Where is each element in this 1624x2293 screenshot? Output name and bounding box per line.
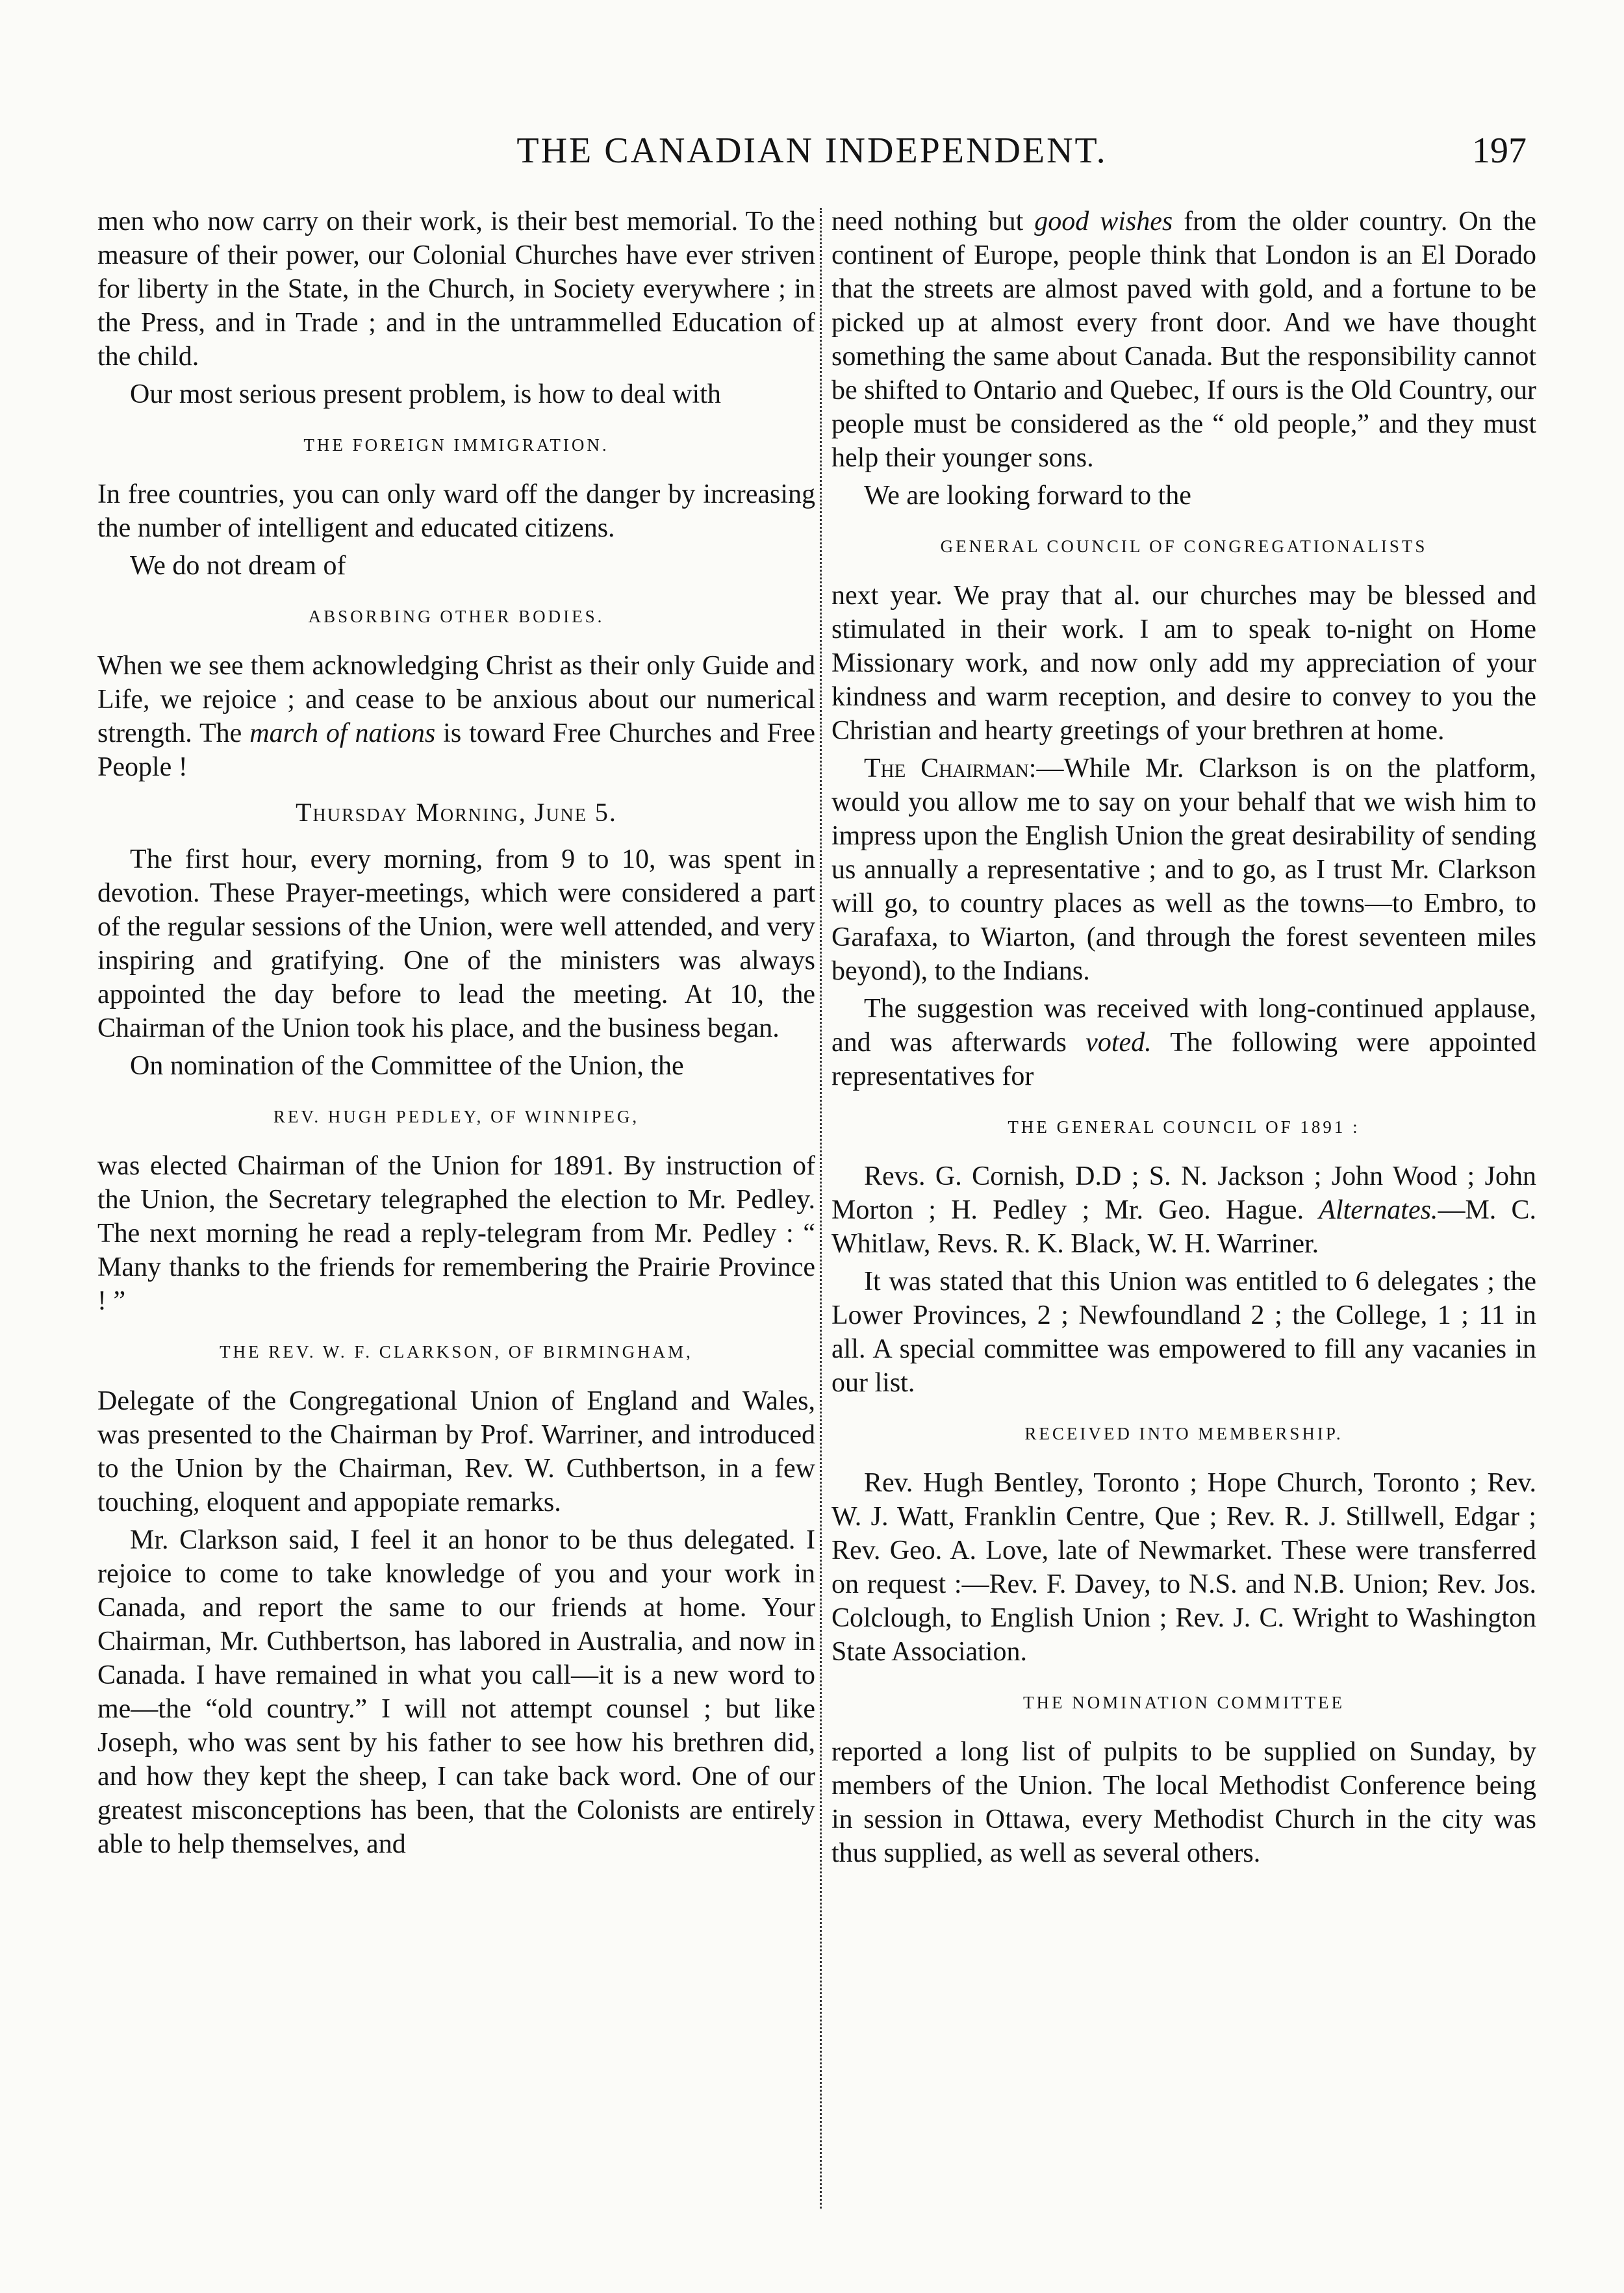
paragraph-text: Revs. G. Cornish, D.D ; S. N. Jackson ; John Wood ; John Morton ; H. Pedley ; Mr. Geo. Hague. [831, 1161, 1536, 1225]
paragraph: next year. We pray that al. our churches may be blessed and stimulated in their work. I am to speak to-night on Home Missionary work, and now only add my appreciation of your kindness and warm reception, and desire to convey to you the Christian and hearty greetings of your brethren at home. [831, 581, 1536, 746]
emphasis-text: good wishes [1034, 207, 1173, 236]
paragraph: was elected Chairman of the Union for 1891. By instruction of the Union, the Secretary telegraphed the election to Mr. Pedley. The next morning he read a reply-telegram from Mr. Pedley : “ Many thanks to the friends for remembering the Prairie Province ! ” [97, 1151, 815, 1316]
page-number: 197 [1472, 131, 1527, 171]
page-title: THE CANADIAN INDEPENDENT. [516, 131, 1108, 171]
paragraph: Mr. Clarkson said, I feel it an honor to be thus delegated. I rejoice to come to take knowledge of you and your work in Canada, and report the same to our friends at home. Your Chairman, Mr. Cuthbertson, has labored in Australia, and now in Canada. I have remained in what you call—it is a new word to me—the “old country.” I will not attempt counsel ; but like Joseph, who was sent by his father to see how his brethren did, and how they kept the sheep, I can take back word. One of our greatest misconceptions has been, that the Colonists are entirely able to help themselves, and [97, 1525, 815, 1859]
paragraph [831, 992, 1536, 1093]
paragraph-text: —While Mr. Clarkson is on the platform, would you allow me to say on your behalf that we wish him to impress upon the English Union the great desirability of sending us annually a representative ; and to go, as I trust Mr. Clarkson will go, to country places as well as the towns—to Embro, to Garafaxa, to Wiarton, (and through the forest seventeen miles beyond), to the Indians. [831, 754, 1536, 986]
paragraph [831, 205, 1536, 475]
paragraph-text: The suggestion was received with long-continued applause, and was afterwards [831, 994, 1536, 1058]
emphasis-text: voted. [1085, 1028, 1152, 1058]
section-heading: THE GENERAL COUNCIL OF 1891 : [1008, 1117, 1360, 1137]
paragraph-text: —M. C. Whitlaw, Revs. R. K. Black, W. H. Warriner. [831, 1195, 1537, 1259]
paragraph [831, 752, 1536, 988]
paragraph: men who now carry on their work, is their best memorial. To the measure of their power, our Colonial Churches have ever striven for liberty in the State, in the Church, in Society everywhere ; in the Press, and in Trade ; and in the untrammelled Education of the child. [97, 207, 815, 372]
paragraph: In free countries, you can only ward off the danger by increasing the number of intelligent and educated citizens. [97, 479, 815, 543]
paragraph: It was stated that this Union was entitled to 6 delegates ; the Lower Provinces, 2 ; Newfoundland 2 ; the College, 1 ; 11 in all. A special committee was empowered to fill any vacanies in our list. [831, 1267, 1536, 1398]
paragraph-text: The following were appointed representatives for [831, 1028, 1537, 1091]
paragraph [831, 1159, 1536, 1261]
paragraph: reported a long list of pulpits to be supplied on Sunday, by members of the Union. The local Methodist Conference being in session in Ottawa, every Methodist Church in the city was thus supplied, as well as several others. [831, 1737, 1536, 1868]
paragraph: We do not dream of [130, 551, 346, 581]
paragraph: Rev. Hugh Bentley, Toronto ; Hope Church, Toronto ; Rev. W. J. Watt, Franklin Centre, Que ; Rev. R. J. Stillwell, Edgar ; Rev. Geo. A. Love, late of Newmarket. These were transferred on request :—Rev. F. Davey, to N.S. and N.B. Union; Rev. Jos. Colclough, to English Union ; Rev. J. C. Wright to Washington State Association. [831, 1468, 1536, 1667]
paragraph: Delegate of the Congregational Union of England and Wales, was presented to the Chairman by Prof. Warriner, and introduced to the Union by the Chairman, Rev. W. Cuthbertson, in a few touching, eloquent and appopiate remarks. [97, 1386, 815, 1517]
right-column [831, 205, 1536, 1874]
left-column [97, 205, 815, 1865]
emphasis-text: march of nations [249, 718, 436, 748]
section-heading: RECEIVED INTO MEMBERSHIP. [1024, 1424, 1343, 1443]
date-heading: Thursday Morning, June 5. [296, 798, 617, 827]
paragraph-text: is toward Free Churches and Free People ! [97, 718, 815, 782]
paragraph-text: from the older country. On the continent of Europe, people think that London is an El Dorado that the streets are almost paved with gold, and a fortune to be picked up at almost every front door. And we have thought something the same about Canada. But the responsibility cannot be shifted to Ontario and Quebec, If ours is the Old Country, our people must be considered as the “ old people,” and they must help their younger sons. [831, 207, 1537, 473]
section-heading: THE REV. W. F. CLARKSON, OF BIRMINGHAM, [220, 1342, 693, 1362]
paragraph: On nomination of the Committee of the Union, the [130, 1051, 684, 1081]
section-heading: GENERAL COUNCIL OF CONGREGATIONALISTS [940, 537, 1428, 556]
section-heading: REV. HUGH PEDLEY, OF WINNIPEG, [273, 1107, 640, 1126]
column-divider [820, 208, 822, 2209]
paragraph-text: When we see them acknowledging Christ as their only Guide and Life, we rejoice ; and cease to be anxious about our numerical strength. The [97, 651, 815, 748]
running-head [0, 127, 1624, 179]
speaker-label: The Chairman: [864, 754, 1037, 783]
section-heading: THE FOREIGN IMMIGRATION. [303, 435, 609, 455]
paragraph: Our most serious present problem, is how to deal with [130, 379, 721, 409]
paragraph [97, 649, 815, 784]
paragraph: We are looking forward to the [864, 481, 1191, 511]
paragraph-text: need nothing but [831, 207, 1024, 236]
section-heading: THE NOMINATION COMMITTEE [1023, 1693, 1345, 1712]
emphasis-text: Alternates. [1319, 1195, 1438, 1225]
section-heading: ABSORBING OTHER BODIES. [308, 607, 605, 626]
paragraph: The first hour, every morning, from 9 to 10, was spent in devotion. These Prayer-meetings, which were considered a part of the regular sessions of the Union, were well attended, and very inspiring and gratifying. One of the ministers was always appointed the day before to lead the meeting. At 10, the Chairman of the Union took his place, and the business began. [97, 844, 815, 1043]
